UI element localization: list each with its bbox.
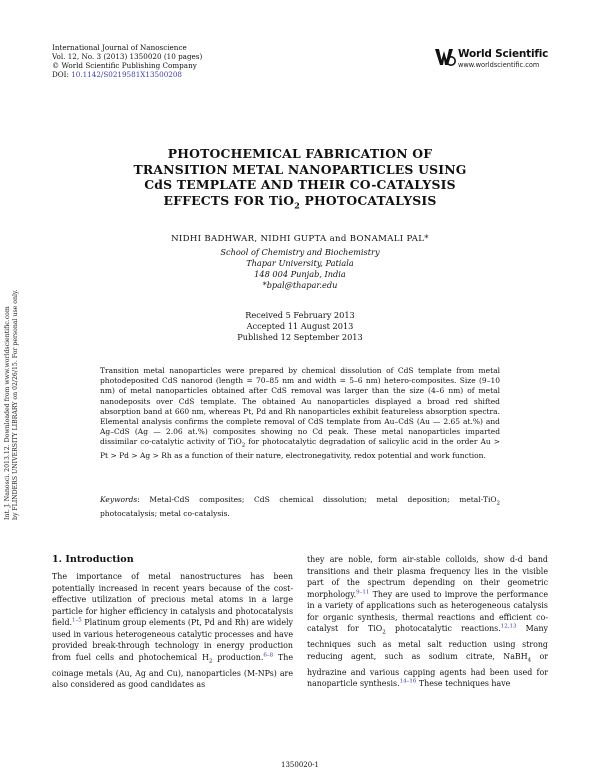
title-line-4-pre: EFFECTS FOR TiO [163, 192, 295, 208]
affiliation-school: School of Chemistry and Biochemistry [220, 247, 380, 257]
journal-copyright: © World Scientific Publishing Company [52, 61, 197, 70]
affiliation [60, 247, 540, 291]
right-text-4: Many techniques such as metal salt reduction using strong reducing agent, such as sodium citrate, NaBH [307, 624, 548, 661]
world-scientific-logo-icon [434, 46, 456, 68]
left-text-3: production. [212, 652, 264, 662]
title-line-2: TRANSITION METAL NANOPARTICLES USING [133, 161, 467, 177]
left-column [52, 571, 293, 691]
title-line-4 [60, 193, 540, 214]
side-note-line-1: Int. J. Nanosci. 2013.12. Downloaded from www.worldscientific.com [4, 306, 11, 520]
abstract-tail: for photocatalytic degradation of salicylic acid in the order Au > Pt > Pd > Ag > Rh as a function of their nature, electronegativity, redox potential and work function. [100, 437, 500, 461]
keywords-label: Keywords [100, 495, 138, 504]
doi-label: DOI: [52, 70, 72, 79]
keywords [100, 495, 500, 519]
journal-header [52, 43, 202, 79]
left-text-2: Platinum group elements (Pt, Pd and Rh) are widely used in various heterogeneous catalytic processes and have provided break-through technology in energy production from fuel cells and photochemical H [52, 618, 293, 662]
citation-link[interactable]: 14–16 [399, 678, 417, 685]
page-number: 1350020-1 [281, 761, 319, 769]
abstract-text: Transition metal nanoparticles were prepared by chemical dissolution of CdS template from metal photodeposited CdS nanorod (length = 70–85 nm and width = 5–6 nm) hetero-composites. Size (9–10 nm) of metal nanoparticles obtained after CdS removal was larger than the size (4–6 nm) of metal nanodeposits over CdS template. The obtained Au nanoparticles displayed a broad red shifted absorption band at 660 nm, whereas Pt, Pd and Rh nanoparticles exhibit featureless absorption spectra. Elemental analysis confirms the complete removal of CdS template from Au–CdS (Au — 2.65 at.%) and Ag–CdS (Ag — 2.06 at.%) composites showing no Cd peak. These metal nanoparticles imparted dissimilar co-catalytic activity of TiO [100, 366, 500, 447]
title-line-1: PHOTOCHEMICAL FABRICATION OF [167, 146, 433, 161]
keywords-text: : Metal-CdS composites; CdS chemical dissolution; metal deposition; metal-TiO [137, 495, 497, 504]
publisher-url: www.worldscientific.com [458, 61, 540, 69]
abstract [100, 366, 500, 461]
paper-title [60, 146, 540, 213]
doi-link[interactable]: 10.1142/S0219581X13500208 [71, 70, 182, 79]
title-subscript: 2 [294, 199, 300, 210]
abstract-subscript: 2 [241, 442, 246, 449]
affiliation-address: 148 004 Punjab, India [254, 269, 346, 279]
h2-subscript: 2 [208, 658, 213, 665]
publisher-logo [434, 46, 554, 74]
journal-volume: Vol. 12, No. 3 (2013) 1350020 (10 pages) [52, 52, 203, 61]
left-text-1: The importance of metal nanostructures has been potentially increased in recent years because of the cost-effective utilization of precious metal atoms in a large particle for higher efficiency in catalysis and photocatalysis field. [52, 572, 293, 627]
right-text-5: or hydrazine and various capping agents had been used for nanoparticle synthesis. [307, 651, 548, 689]
authors: NIDHI BADHWAR, NIDHI GUPTA and BONAMALI PAL* [171, 234, 429, 244]
citation-link[interactable]: 1–5 [72, 617, 82, 624]
left-text-4: The coinage metals (Au, Ag and Cu), nanoparticles (M-NPs) are also considered as good candidates as [52, 652, 293, 690]
date-received: Received 5 February 2013 [245, 310, 355, 320]
download-side-note [4, 260, 20, 520]
tio2-subscript: 2 [382, 629, 386, 636]
nabh4-subscript: 4 [527, 657, 532, 664]
date-published: Published 12 September 2013 [237, 332, 363, 342]
citation-link[interactable]: 6–8 [263, 651, 274, 658]
right-text-2: They are used to improve the performance in a variety of applications such as heterogeneous catalysis for organic synthesis, thermal reactions and efficient co-catalyst for TiO [307, 589, 548, 633]
publication-dates [60, 310, 540, 343]
right-text-3: photocatalytic reactions. [385, 624, 501, 633]
affiliation-email[interactable]: *bpal@thapar.edu [262, 280, 338, 290]
keywords-text-tail: photocatalysis; metal co-catalysis. [100, 508, 230, 518]
date-accepted: Accepted 11 August 2013 [246, 321, 354, 331]
affiliation-university: Thapar University, Patiala [246, 258, 354, 268]
section-heading-introduction: 1. Introduction [52, 554, 134, 565]
keywords-subscript: 2 [496, 500, 500, 507]
citation-link[interactable]: 12,13 [500, 623, 517, 630]
title-line-4-post: PHOTOCATALYSIS [299, 192, 437, 208]
right-column [307, 554, 548, 690]
journal-doi-line [52, 70, 202, 79]
citation-link[interactable]: 9–11 [356, 588, 370, 595]
publisher-name: World Scientific [458, 48, 549, 60]
journal-name: International Journal of Nanoscience [52, 43, 187, 52]
right-text-1: they are noble, form air-stable colloids, show d-d band transitions and their plasma frequency lies in the visible part of the spectrum depending on their geometric morphology. [307, 555, 548, 599]
title-line-3: CdS TEMPLATE AND THEIR CO-CATALYSIS [144, 177, 456, 192]
right-text-6: These techniques have [416, 679, 511, 689]
side-note-line-2: by FLINDERS UNIVERSITY LIBRARY on 02/26/15. For personal use only. [12, 289, 19, 520]
